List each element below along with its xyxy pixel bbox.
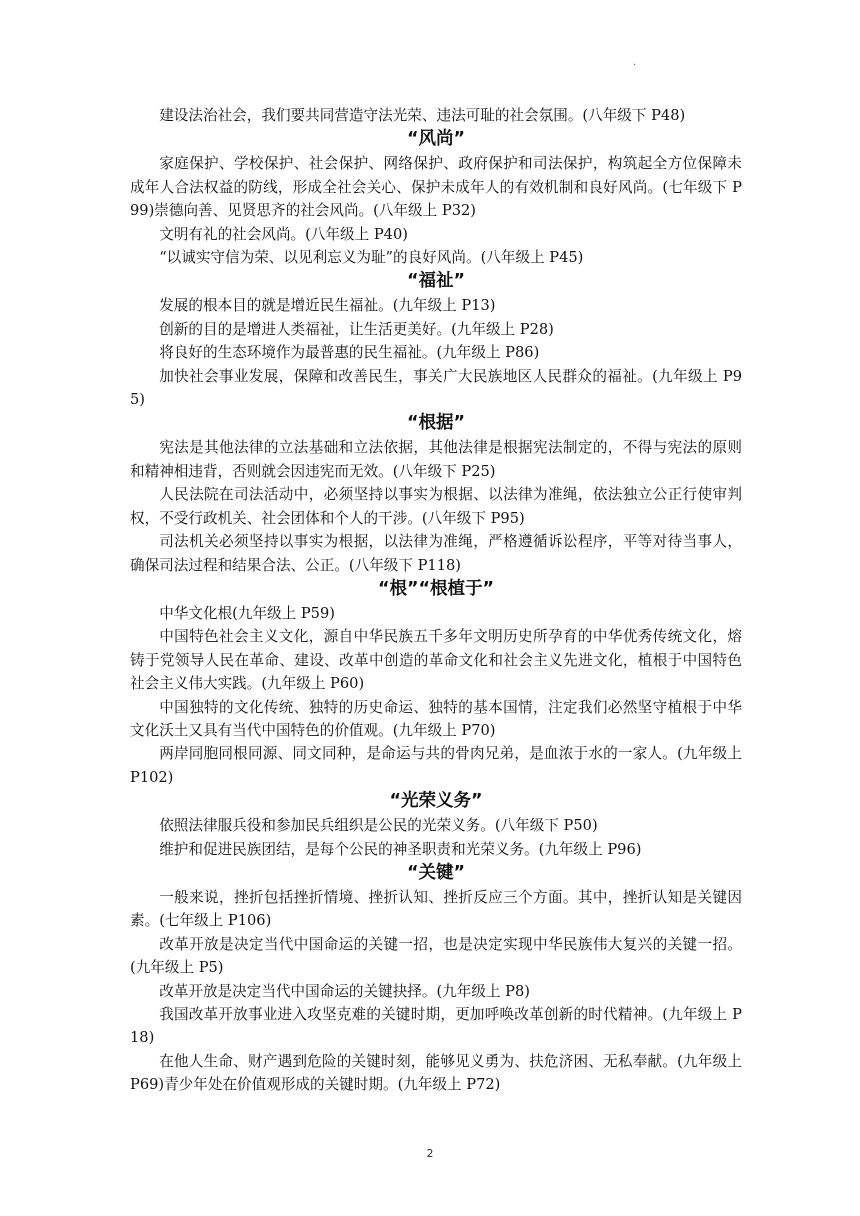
section-heading-guanjian: “关键” [406, 862, 465, 883]
paragraph: 人民法院在司法活动中，必须坚持以事实为根据、以法律为准绳，依法独立公正行使审判权，不受行政机关、社会团体和个人的干涉。(八年级下 P95) [130, 486, 742, 527]
section-heading-fuzhi: “福祉” [406, 271, 465, 292]
section-heading-gen: “根”“根植于” [377, 578, 494, 599]
paragraph: 改革开放是决定当代中国命运的关键抉择。(九年级上 P8) [159, 982, 530, 1000]
paragraph: 中国特色社会主义文化，源自中华民族五千多年文明历史所孕育的中华优秀传统文化，熔铸于党领导人民在革命、建设、改革中创造的革命文化和社会主义先进文化，植根于中国特色社会主义伟大实践。(九年级上 P60) [130, 628, 742, 693]
paragraph: 维护和促进民族团结，是每个公民的神圣职责和光荣义务。(九年级上 P96) [159, 840, 642, 858]
section-heading-genju: “根据” [406, 413, 465, 434]
paragraph: 中国独特的文化传统、独特的历史命运、独特的基本国情，注定我们必然坚守植根于中华文化沃土又具有当代中国特色的价值观。(九年级上 P70) [130, 698, 742, 739]
page-number: 2 [426, 1147, 434, 1160]
paragraph: 在他人生命、财产遇到危险的关键时刻，能够见义勇为、扶危济困、无私奉献。(九年级上 P69)青少年处在价值观形成的关键时期。(九年级上 P72) [130, 1052, 742, 1094]
paragraph: 司法机关必须坚持以事实为根据，以法律为准绳，严格遵循诉讼程序，平等对待当事人，确保司法过程和结果合法、公正。(八年级下 P118) [130, 533, 742, 574]
paragraph: 我国改革开放事业进入攻坚克难的关键时期，更加呼唤改革创新的时代精神。(九年级上 P18) [130, 1006, 742, 1047]
document-body [130, 104, 742, 1097]
paragraph: 家庭保护、学校保护、社会保护、网络保护、政府保护和司法保护，构筑起全方位保障未成年人合法权益的防线，形成全社会关心、保护未成年人的有效机制和良好风尚。(七年级下 P99)崇德向善、见贤思齐的社会风尚。(八年级上 P32) [130, 155, 742, 220]
section-heading-guangrong-yiwu: “光荣义务” [389, 791, 483, 812]
corner-mark: . [633, 57, 637, 68]
paragraph: 创新的目的是增进人类福祉，让生活更美好。(九年级上 P28) [159, 320, 554, 338]
paragraph: 文明有礼的社会风尚。(八年级上 P40) [159, 225, 408, 243]
section-heading-fengshang: “风尚” [406, 129, 465, 150]
paragraph: 将良好的生态环境作为最普惠的民生福祉。(九年级上 P86) [159, 344, 540, 362]
paragraph: 一般来说，挫折包括挫折情境、挫折认知、挫折反应三个方面。其中，挫折认知是关键因素。(七年级上 P106) [130, 888, 742, 930]
paragraph: 建设法治社会，我们要共同营造守法光荣、违法可耻的社会氛围。(八年级下 P48) [159, 107, 686, 124]
paragraph: 依照法律服兵役和参加民兵组织是公民的光荣义务。(八年级下 P50) [159, 817, 598, 835]
paragraph: 发展的根本目的就是增近民生福祉。(九年级上 P13) [159, 297, 496, 315]
paragraph: 加快社会事业发展，保障和改善民生，事关广大民族地区人民群众的福祉。(九年级上 P95) [130, 367, 742, 409]
paragraph: “以诚实守信为荣、以见利忘义为耻”的良好风尚。(八年级上 P45) [159, 249, 584, 267]
paragraph: 改革开放是决定当代中国命运的关键一招，也是决定实现中华民族伟大复兴的关键一招。(九年级上 P5) [130, 935, 742, 977]
paragraph: 宪法是其他法律的立法基础和立法依据，其他法律是根据宪法制定的，不得与宪法的原则和精神相违背，否则就会因违宪而无效。(八年级下 P25) [130, 439, 742, 480]
paragraph: 两岸同胞同根同源、同文同种，是命运与共的骨肉兄弟，是血浓于水的一家人。(九年级上 P102) [130, 745, 742, 786]
paragraph: 中华文化根(九年级上 P59) [159, 604, 335, 622]
